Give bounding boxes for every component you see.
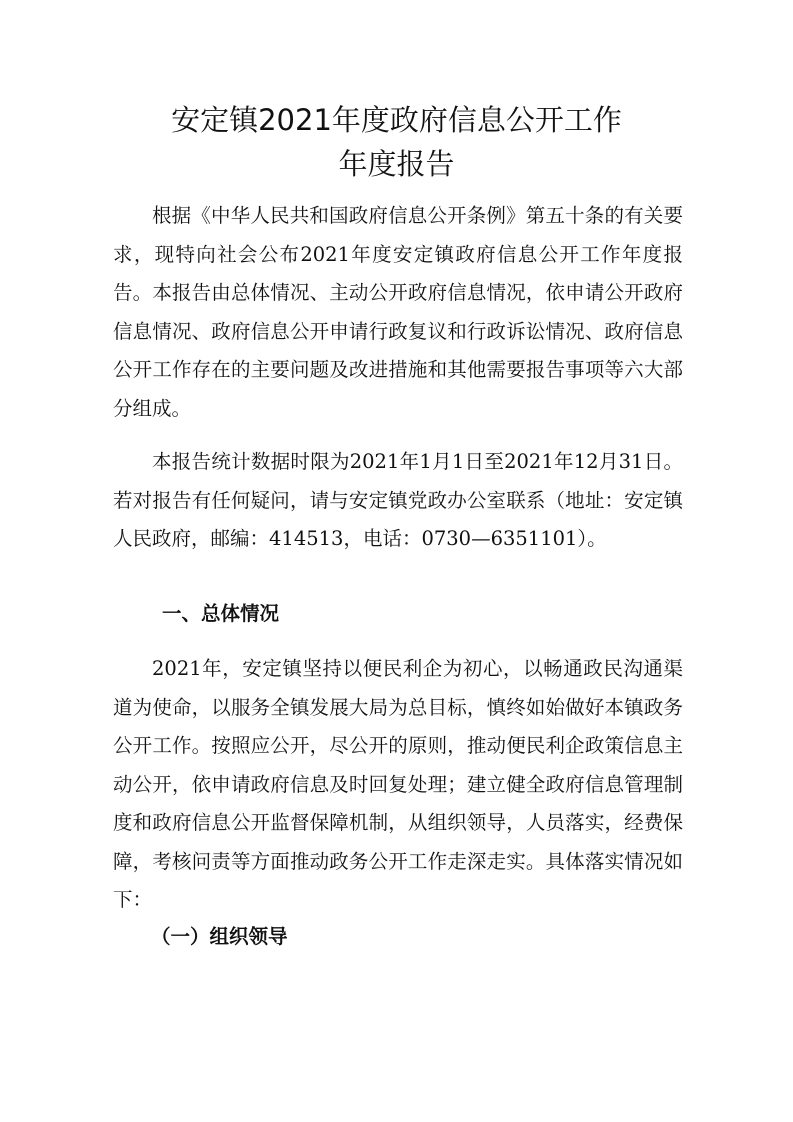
intro-paragraph: 根据《中华人民共和国政府信息公开条例》第五十条的有关要求，现特向社会公布2021年度安定镇政府信息公开工作年度报告。本报告由总体情况、主动公开政府信息情况，依申请公开政府信息情况、政府信息公开申请行政复议和行政诉讼情况、政府信息公开工作存在的主要问题及改进措施和其他需要报告事项等六大部分组成。 xyxy=(113,204,683,420)
subsection-heading-organization: （一）组织领导 xyxy=(151,925,288,948)
statistics-period-paragraph: 本报告统计数据时限为2021年1月1日至2021年12月31日。若对报告有任何疑问，请与安定镇党政办公室联系（地址：安定镇人民政府，邮编：414513，电话：0730—6351101）。 xyxy=(113,450,683,550)
overview-paragraph: 2021年，安定镇坚持以便民利企为初心，以畅通政民沟通渠道为使命，以服务全镇发展大局为总目标，慎终如始做好本镇政务公开工作。按照应公开，尽公开的原则，推动便民利企政策信息主动公开，依申请政府信息及时回复处理；建立健全政府信息管理制度和政府信息公开监督保障机制，从组织领导，人员落实，经费保障，考核问责等方面推动政务公开工作走深走实。具体落实情况如下： xyxy=(113,657,683,911)
document-title-line-1: 安定镇2021年度政府信息公开工作 xyxy=(171,103,622,137)
document-title-line-2: 年度报告 xyxy=(338,147,455,181)
section-heading-overview: 一、总体情况 xyxy=(162,602,280,625)
